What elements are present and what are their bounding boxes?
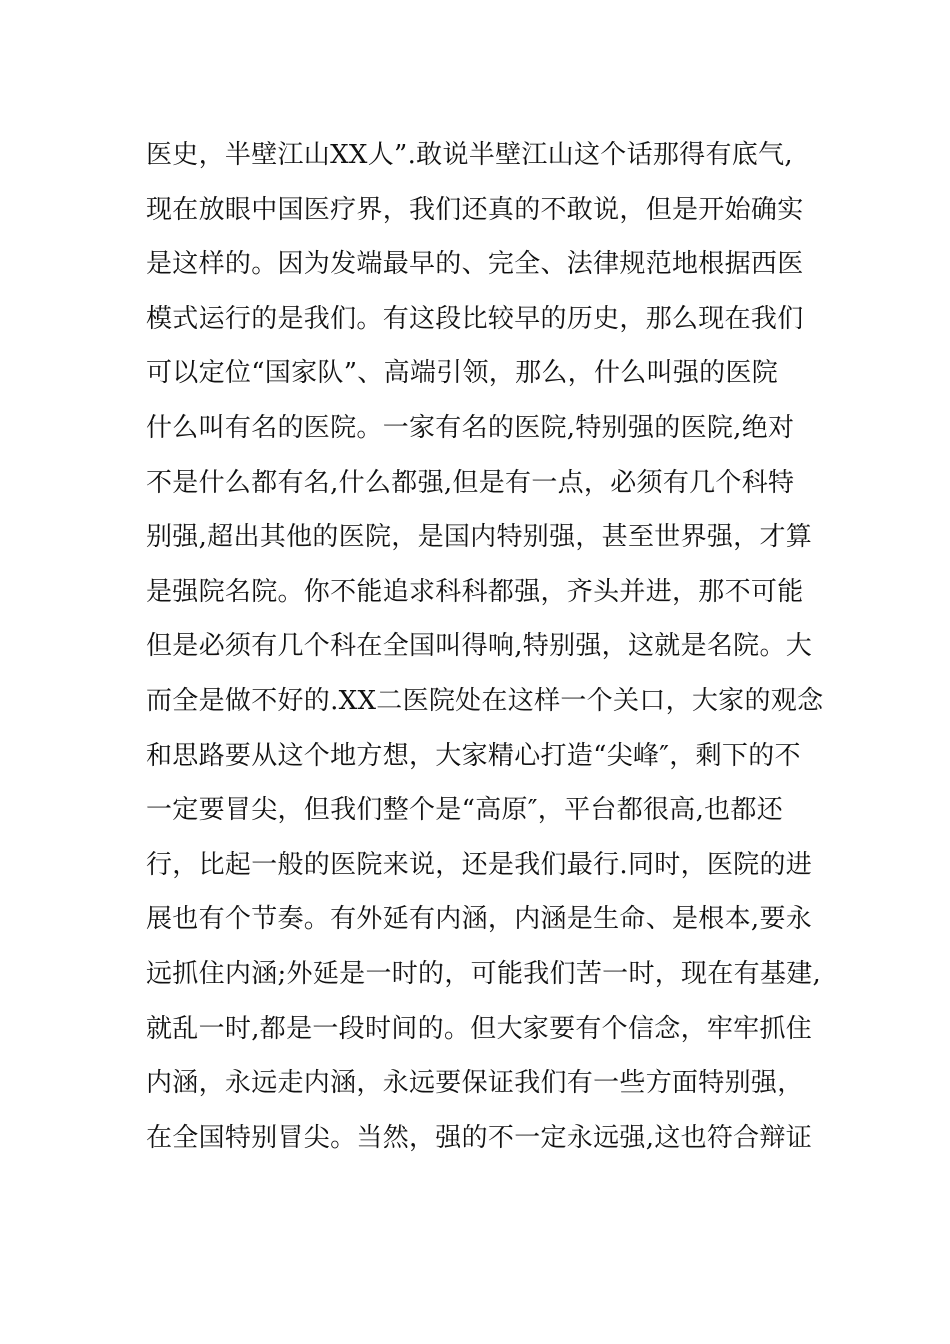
text-line: 就乱一时,都是一段时间的。但大家要有个信念，牢牢抓住: [146, 1013, 813, 1044]
text-line: 模式运行的是我们。有这段比较早的历史，那么现在我们: [146, 303, 804, 334]
text-line: 远抓住内涵;外延是一时的，可能我们苦一时，现在有基建,: [146, 958, 822, 989]
text-line: 什么叫有名的医院。一家有名的医院,特别强的医院,绝对: [146, 412, 795, 443]
text-line: 可以定位“国家队”、高端引领，那么，什么叫强的医院: [146, 358, 779, 389]
text-line: 现在放眼中国医疗界，我们还真的不敢说，但是开始确实: [146, 194, 804, 225]
text-line: 在全国特别冒尖。当然，强的不一定永远强,这也符合辩证: [146, 1122, 813, 1153]
body-text: [146, 128, 846, 1165]
text-line: 不是什么都有名,什么都强,但是有一点，必须有几个科特: [146, 467, 795, 498]
text-line: 别强,超出其他的医院，是国内特别强，甚至世界强，才算: [146, 522, 813, 553]
text-line: 内涵，永远走内涵，永远要保证我们有一些方面特别强，: [146, 1068, 804, 1099]
text-line: 行，比起一般的医院来说，还是我们最行.同时，医院的进: [146, 849, 813, 880]
text-line: 而全是做不好的.XX二医院处在这样一个关口，大家的观念: [146, 685, 824, 716]
text-line: 医史，半壁江山XX人”.敢说半壁江山这个话那得有底气,: [146, 140, 793, 170]
text-line: 一定要冒尖，但我们整个是“高原″，平台都很高,也都还: [146, 795, 784, 826]
text-line: 但是必须有几个科在全国叫得响,特别强，这就是名院。大: [146, 631, 813, 662]
text-line: 是这样的。因为发端最早的、完全、法律规范地根据西医: [146, 249, 804, 280]
text-line: 展也有个节奏。有外延有内涵，内涵是生命、是根本,要永: [146, 904, 813, 935]
text-line: 和思路要从这个地方想，大家精心打造“尖峰″，剩下的不: [146, 740, 801, 771]
text-line: 是强院名院。你不能追求科科都强，齐头并进，那不可能: [146, 576, 804, 607]
